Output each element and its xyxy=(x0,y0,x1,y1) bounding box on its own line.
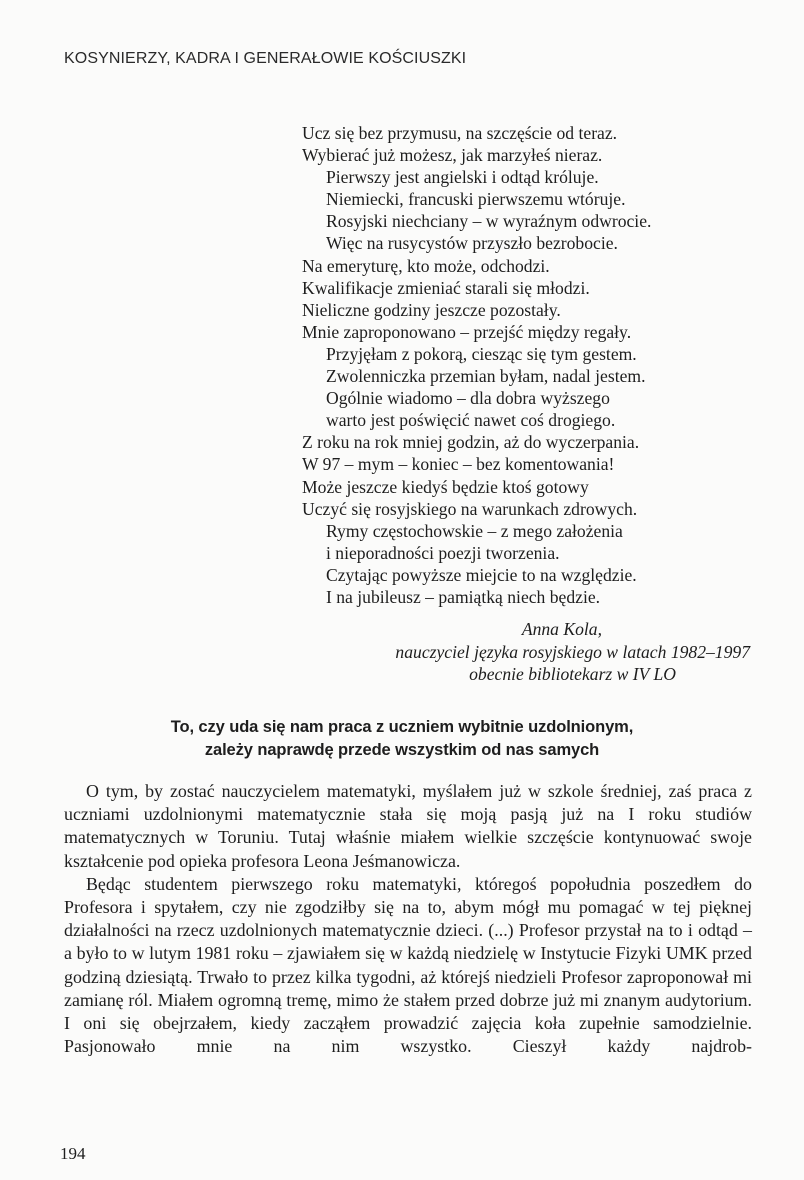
poem-line: Pierwszy jest angielski i odtąd króluje. xyxy=(326,167,599,188)
poem-line: Wybierać już możesz, jak marzyłeś nieraz. xyxy=(302,145,603,166)
poem-line: i nieporadności poezji tworzenia. xyxy=(326,542,560,563)
body-paragraph: Będąc studentem pierwszego roku matematyki, któregoś popołudnia poszedłem do Profesora i spytałem, czy nie zgodziłby się na to, abym mógł mu pomagać w tej pięknej działalności na rzecz uzdolnionych matematycznie dzieci. (...) Profesor przystał na to i odtąd – a było to w lutym 1981 roku – zjawiałem się w każdą niedzielę w Instytucie Fizyki UMK przed godziną dziesiątą. Trwało to przez kilka tygodni, aż którejś niedzieli Profesor zaproponował mi zamianę ról. Miałem ogromną tremę, mimo że stałem przed dobrze już mi znanym audytorium. I oni się obejrzałem, kiedy zacząłem prowadzić zajęcia koła zupełnie samodzielnie. Pasjonowało mnie na nim wszystko. Cieszył każdy najdrob- xyxy=(64,873,752,1057)
author-role: nauczyciel języka rosyjskiego w latach 1982–1997 xyxy=(395,641,750,662)
poem-line: Mnie zaproponowano – przejść między regały. xyxy=(302,321,632,342)
poem-line: I na jubileusz – pamiątką niech będzie. xyxy=(326,586,601,607)
section-heading xyxy=(0,716,804,762)
poem-line: Czytając powyższe miejcie to na względzie. xyxy=(326,564,637,585)
poem-line: Z roku na rok mniej godzin, aż do wyczerpania. xyxy=(302,432,640,453)
running-header: KOSYNIERZY, KADRA I GENERAŁOWIE KOŚCIUSZKI xyxy=(64,50,467,67)
body-paragraph: O tym, by zostać nauczycielem matematyki, myślałem już w szkole średniej, zaś praca z uczniami uzdolnionymi matematycznie stała się moją pasją już na I roku studiów matematycznych w Toruniu. Tutaj właśnie miałem wielkie szczęście kontynuować swoje kształcenie pod opieka profesora Leona Jeśmanowicza. xyxy=(64,781,752,871)
section-heading-line-1: To, czy uda się nam praca z uczniem wybitnie uzdolnionym, xyxy=(170,718,634,736)
poem-line: Więc na rusycystów przyszło bezrobocie. xyxy=(326,233,618,254)
poem-line: Ogólnie wiadomo – dla dobra wyższego xyxy=(326,388,610,409)
page-number: 194 xyxy=(60,1144,86,1163)
poem-line: Przyjęłam z pokorą, ciesząc się tym gestem. xyxy=(326,343,637,364)
section-heading-line-2: zależy naprawdę przede wszystkim od nas samych xyxy=(204,741,600,759)
poem-line: warto jest poświęcić nawet coś drogiego. xyxy=(326,410,616,431)
author-name: Anna Kola, xyxy=(521,619,602,639)
poem-line: Zwolenniczka przemian byłam, nadal jestem. xyxy=(326,366,646,387)
poem-line: Niemiecki, francuski pierwszemu wtóruje. xyxy=(326,189,626,210)
body-text xyxy=(64,780,752,1058)
poem-line: Na emeryturę, kto może, odchodzi. xyxy=(302,255,550,276)
poem-line: Rymy częstochowskie – z mego założenia xyxy=(326,520,623,541)
signature-block xyxy=(395,618,750,686)
poem-line: Kwalifikacje zmieniać starali się młodzi. xyxy=(302,277,590,298)
author-current-position: obecnie bibliotekarz w IV LO xyxy=(469,664,676,684)
poem-line: Uczyć się rosyjskiego na warunkach zdrowych. xyxy=(302,498,638,519)
poem-line: Rosyjski niechciany – w wyraźnym odwrocie. xyxy=(326,211,652,232)
poem-line: Ucz się bez przymusu, na szczęście od teraz. xyxy=(302,123,618,143)
poem-line: W 97 – mym – koniec – bez komentowania! xyxy=(302,454,615,475)
poem-line: Nieliczne godziny jeszcze pozostały. xyxy=(302,299,561,320)
poem xyxy=(302,122,651,608)
poem-line: Może jeszcze kiedyś będzie ktoś gotowy xyxy=(302,476,589,497)
